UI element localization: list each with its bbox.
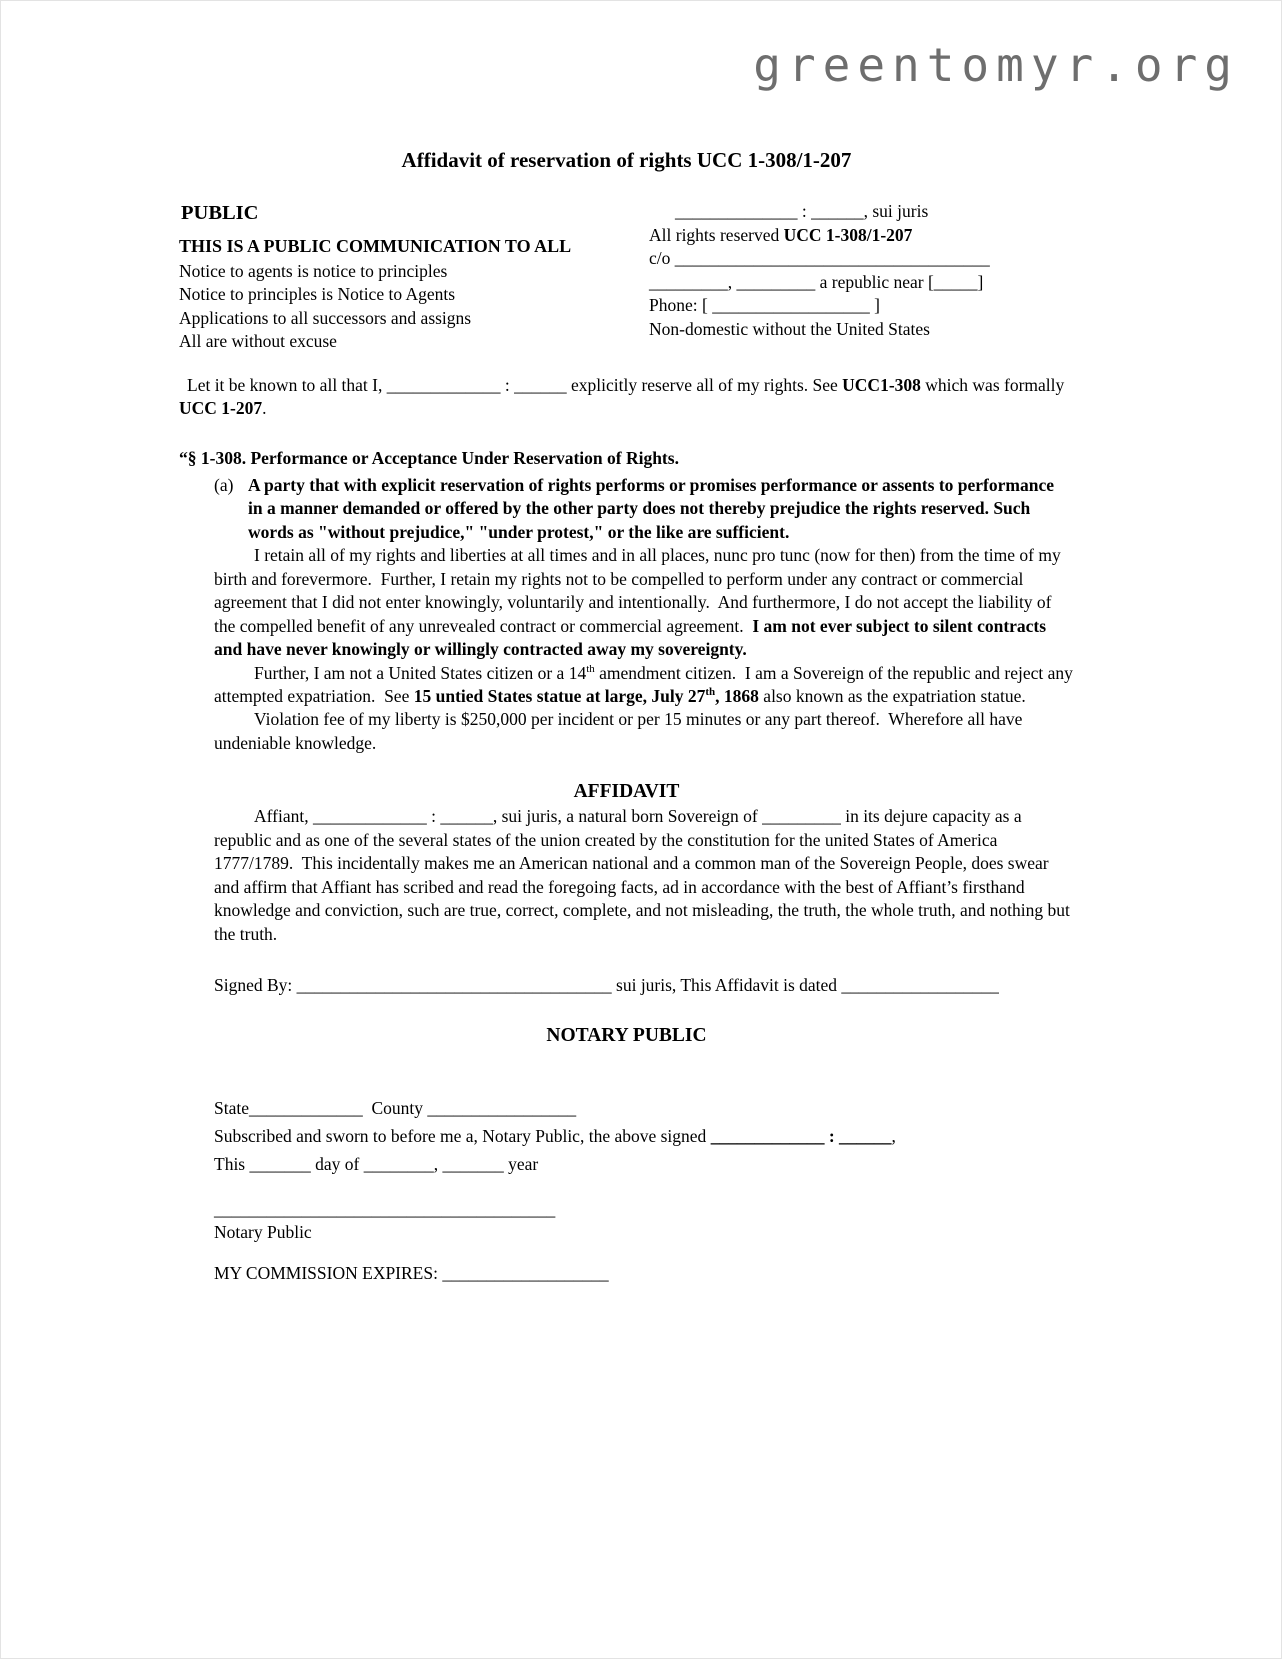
rights-reserved-line bbox=[649, 224, 1074, 248]
citizen-text: amendment citizen. I am a Sovereign of the republic and reject any attempted expatriation. See bbox=[214, 662, 1078, 706]
public-notice-column bbox=[179, 200, 649, 354]
site-watermark: greentomyr.org bbox=[753, 38, 1239, 92]
public-subheading: THIS IS A PUBLIC COMMUNICATION TO ALL bbox=[179, 235, 572, 256]
citizen-paragraph bbox=[214, 662, 1078, 709]
header-block bbox=[179, 200, 1074, 354]
clause-a-label: (a) bbox=[214, 475, 234, 496]
clause-a bbox=[214, 474, 1074, 544]
statute-bold: 15 untied States statue at large, July 27 bbox=[413, 685, 706, 706]
notary-heading: NOTARY PUBLIC bbox=[546, 1025, 707, 1047]
silent-contracts-bold: I am not ever subject to silent contracts and have never knowingly or willingly contracted away my sovereignty. bbox=[214, 615, 1051, 660]
intro-paragraph bbox=[179, 374, 1074, 421]
clause-a-text: A party that with explicit reservation of rights performs or promises performance or assents to performance in a manner demanded or offered by the other party does not thereby prejudice the rights reserved. Such words as "without prejudice," "under protest," or the like are sufficient. bbox=[248, 475, 1059, 542]
notice-line: All are without excuse bbox=[179, 331, 337, 352]
intro-text: which was formally bbox=[920, 374, 1069, 395]
notice-line: Notice to agents is notice to principles bbox=[179, 260, 448, 281]
intro-text: Let it be known to all that I, _____________ : ______ explicitly reserve all of my rights. See bbox=[187, 374, 843, 395]
intro-text: . bbox=[262, 398, 267, 419]
superscript-th: th bbox=[586, 662, 595, 675]
notice-line: Notice to principles is Notice to Agents bbox=[179, 284, 456, 305]
state-county-line: State_____________ County _________________ bbox=[214, 1097, 577, 1118]
notary-signature-line: _______________________________________ bbox=[214, 1198, 556, 1219]
citizen-text: also known as the expatriation statue. bbox=[758, 685, 1026, 706]
non-domestic-line: Non-domestic without the United States bbox=[649, 318, 930, 339]
subscribed-name-blank: _____________ : ______ bbox=[710, 1125, 892, 1146]
statute-bold: , 1868 bbox=[715, 685, 759, 706]
violation-paragraph: Violation fee of my liberty is $250,000 per incident or per 15 minutes or any part thereof. Wherefore all have undeniable knowledge. bbox=[214, 709, 1027, 753]
superscript-th: th bbox=[705, 686, 716, 699]
public-heading: PUBLIC bbox=[181, 202, 259, 225]
commission-expires-line: MY COMMISSION EXPIRES: ___________________ bbox=[214, 1263, 609, 1284]
name-blank-line: ______________ : ______, sui juris bbox=[675, 201, 929, 222]
affidavit-heading: AFFIDAVIT bbox=[573, 781, 680, 803]
notary-signature-label: Notary Public bbox=[214, 1222, 312, 1243]
retain-text: I retain all of my rights and liberties at all times and in all places, nunc pro tunc (now for then) from the time of my birth and forevermore. Further, I retain my rights not to be compelled to perform under any contract or commercial agreement that I did not enter knowingly, voluntarily and intentionally. And furthermore, I do not accept the liability of the compelled benefit of any unrevealed contract or commercial agreement. bbox=[214, 545, 1066, 636]
affidavit-paragraph: Affiant, _____________ : ______, sui juris, a natural born Sovereign of _________ in its dejure capacity as a republic and as one of the several states of the union created by the constitution for the united States of America 1777/1789. This incidentally makes me an American national and a common man of the Sovereign People, does swear and affirm that Affiant has scribed and read the foregoing facts, ad in accordance with the best of Affiant’s firsthand knowledge and conviction, such are true, correct, complete, and not misleading, the truth, the whole truth, and nothing but the truth. bbox=[214, 806, 1075, 944]
address-column bbox=[649, 200, 1074, 354]
ucc-1308-bold: UCC1-308 bbox=[842, 374, 921, 395]
phone-line: Phone: [ __________________ ] bbox=[649, 295, 880, 316]
rights-reserved-text: All rights reserved bbox=[649, 224, 784, 245]
document-title: Affidavit of reservation of rights UCC 1-308/1-207 bbox=[401, 148, 852, 172]
subscribed-text: , bbox=[891, 1125, 896, 1146]
subscribed-text: Subscribed and sworn to before me a, Notary Public, the above signed bbox=[214, 1125, 711, 1146]
citizen-text: Further, I am not a United States citizen or a 14 bbox=[254, 662, 587, 683]
care-of-line: c/o ____________________________________ bbox=[649, 248, 990, 269]
day-of-line: This _______ day of ________, _______ year bbox=[214, 1153, 539, 1174]
republic-line: _________, _________ a republic near [_____] bbox=[649, 271, 984, 292]
notice-line: Applications to all successors and assigns bbox=[179, 307, 472, 328]
subscribed-line bbox=[214, 1122, 1074, 1150]
notary-block bbox=[214, 1094, 1074, 1178]
signed-by-line: Signed By: ____________________________________ sui juris, This Affidavit is dated __________________ bbox=[214, 975, 999, 996]
ucc-1207-bold: UCC 1-207 bbox=[179, 398, 263, 419]
section-heading: “§ 1-308. Performance or Acceptance Under Reservation of Rights. bbox=[179, 447, 679, 468]
retain-paragraph bbox=[214, 544, 1074, 661]
document-content bbox=[1, 1, 1281, 1286]
ucc-code-bold: UCC 1-308/1-207 bbox=[783, 224, 913, 245]
